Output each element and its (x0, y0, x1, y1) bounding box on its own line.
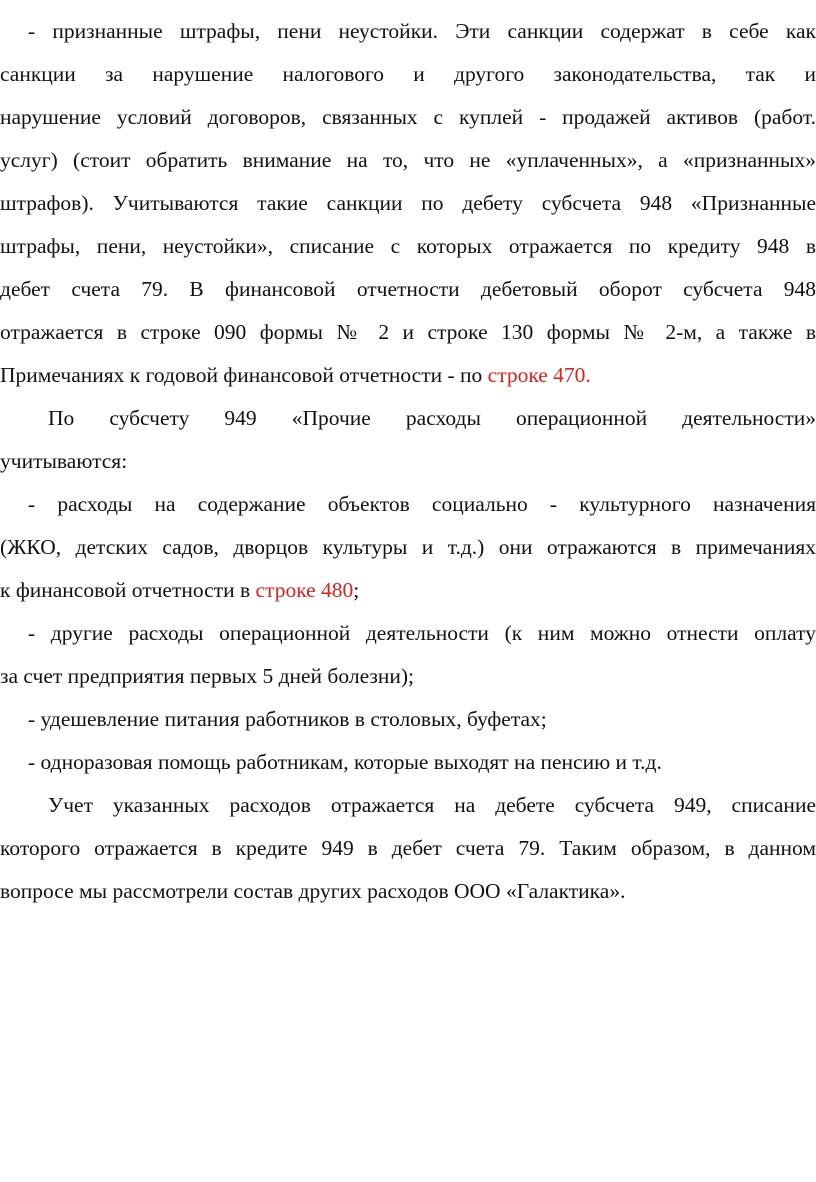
paragraph-start: По субсчету 949 «Прочие расходы операционной деятельности» (48, 406, 816, 430)
text-line: (ЖКО, детских садов, дворцов культуры и т.д.) они отражаются в примечаниях (0, 535, 816, 559)
text-line: дебет счета 79. В финансовой отчетности дебетовый оборот субсчета 948 (0, 277, 816, 301)
text-line (0, 354, 816, 397)
text-line: вопросе мы рассмотрели состав других расходов ООО «Галактика». (0, 879, 626, 903)
text-line: учитываются: (0, 449, 128, 473)
text-line: штрафы, пени, неустойки», списание с которых отражается по кредиту 948 в (0, 234, 816, 258)
text-line (0, 569, 816, 612)
highlighted-reference: строке 470. (487, 363, 591, 387)
text-line: нарушение условий договоров, связанных с куплей - продажей активов (работ. (0, 105, 816, 129)
highlighted-reference: строке 480 (255, 578, 354, 602)
text-line: услуг) (стоит обратить внимание на то, что не «уплаченных», а «признанных» (0, 148, 816, 172)
text-line: - признанные штрафы, пени неустойки. Эти санкции содержат в себе как (28, 19, 816, 43)
line-text: к финансовой отчетности в (0, 578, 256, 602)
text-line: за счет предприятия первых 5 дней болезни); (0, 664, 415, 688)
list-item: - удешевление питания работников в столовых, буфетах; (28, 707, 547, 731)
line-text: ; (353, 578, 360, 602)
text-line: которого отражается в кредите 949 в дебет счета 79. Таким образом, в данном (0, 836, 816, 860)
paragraph-start: Учет указанных расходов отражается на дебете субсчета 949, списание (48, 793, 816, 817)
list-item: - другие расходы операционной деятельности (к ним можно отнести оплату (28, 621, 816, 645)
text-line: санкции за нарушение налогового и другого законодательства, так и (0, 62, 816, 86)
list-item: - одноразовая помощь работникам, которые выходят на пенсию и т.д. (28, 750, 662, 774)
text-line: штрафов). Учитываются такие санкции по дебету субсчета 948 «Признанные (0, 191, 816, 215)
text-line: отражается в строке 090 формы № 2 и строке 130 формы № 2-м, а также в (0, 320, 816, 344)
list-item: - расходы на содержание объектов социально - культурного назначения (28, 492, 816, 516)
line-text: Примечаниях к годовой финансовой отчетности - по (0, 363, 488, 387)
